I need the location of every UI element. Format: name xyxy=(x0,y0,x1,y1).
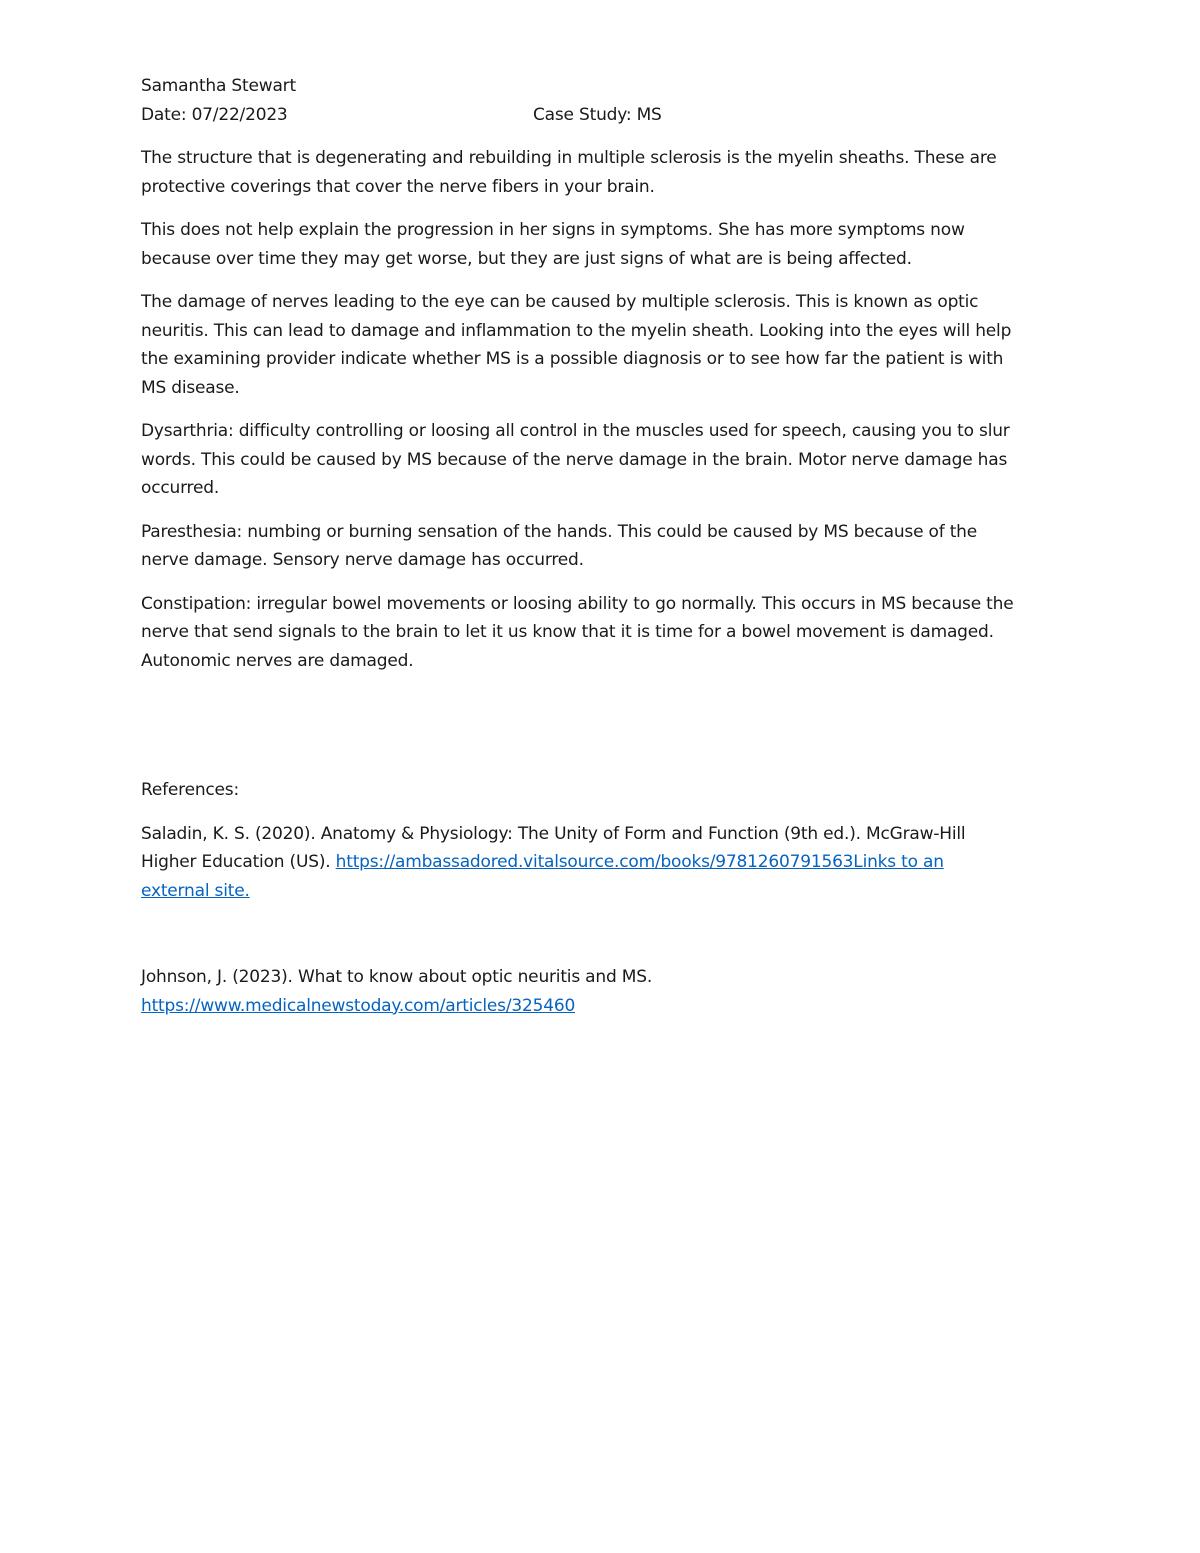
paragraph-line: words. This could be caused by MS because of the nerve damage in the brain. Motor nerve damage has xyxy=(141,449,1008,470)
paragraph-line: Autonomic nerves are damaged. xyxy=(141,650,414,671)
paragraph-line: nerve that send signals to the brain to let it us know that it is time for a bowel movement is damaged. xyxy=(141,622,994,642)
paragraph-line: MS disease. xyxy=(141,377,240,398)
document-page xyxy=(141,72,1061,1020)
reference-link-vitalsource[interactable]: https://ambassadored.vitalsource.com/books/9781260791563Links to an xyxy=(335,852,944,872)
paragraph-myelin xyxy=(141,144,1061,201)
paragraph-line: because over time they may get worse, but they are just signs of what are is being affected. xyxy=(141,248,912,269)
document-header xyxy=(141,72,1061,129)
reference-line xyxy=(141,992,1061,1021)
paragraph-line: neuritis. This can lead to damage and inflammation to the myelin sheath. Looking into the eyes will help xyxy=(141,320,1012,341)
date-row xyxy=(141,101,1061,130)
paragraph-line: The damage of nerves leading to the eye can be caused by multiple sclerosis. This is known as optic xyxy=(141,292,979,312)
reference-line: Johnson, J. (2023). What to know about optic neuritis and MS. xyxy=(141,967,653,987)
reference-text: Higher Education (US). xyxy=(141,852,336,872)
document-date: Date: 07/22/2023 xyxy=(141,104,288,125)
paragraph-constipation xyxy=(141,590,1061,676)
paragraph-progression xyxy=(141,216,1061,273)
reference-line: Saladin, K. S. (2020). Anatomy & Physiology: The Unity of Form and Function (9th ed.). McGraw-Hill xyxy=(141,823,966,844)
paragraph-line: occurred. xyxy=(141,478,220,498)
reference-spacer xyxy=(141,905,1061,963)
paragraph-line: the examining provider indicate whether MS is a possible diagnosis or to see how far the patient is with xyxy=(141,349,1004,369)
reference-link-external-site[interactable]: external site. xyxy=(141,880,250,901)
author-name: Samantha Stewart xyxy=(141,76,296,96)
paragraph-paresthesia xyxy=(141,518,1061,575)
paragraph-line: Dysarthria: difficulty controlling or loosing all control in the muscles used for speech, causing you to slur xyxy=(141,421,1010,441)
references-heading: References: xyxy=(141,780,239,800)
paragraph-line: The structure that is degenerating and rebuilding in multiple sclerosis is the myelin sheaths. These are xyxy=(141,148,997,168)
case-study-title: Case Study: MS xyxy=(533,104,662,125)
reference-saladin xyxy=(141,820,1061,906)
paragraph-line: Constipation: irregular bowel movements or loosing ability to go normally. This occurs in MS because the xyxy=(141,593,1014,614)
reference-link-medicalnewstoday[interactable]: https://www.medicalnewstoday.com/articles/325460 xyxy=(141,995,576,1016)
reference-line xyxy=(141,877,1061,906)
paragraph-line: nerve damage. Sensory nerve damage has occurred. xyxy=(141,550,584,570)
paragraph-line: protective coverings that cover the nerve fibers in your brain. xyxy=(141,176,655,197)
paragraph-line: Paresthesia: numbing or burning sensation of the hands. This could be caused by MS because of the xyxy=(141,521,978,542)
reference-johnson xyxy=(141,963,1061,1020)
paragraph-line: This does not help explain the progression in her signs in symptoms. She has more symptoms now xyxy=(141,220,965,240)
reference-line xyxy=(141,848,1061,877)
paragraph-optic-neuritis xyxy=(141,288,1061,402)
paragraph-dysarthria xyxy=(141,417,1061,503)
